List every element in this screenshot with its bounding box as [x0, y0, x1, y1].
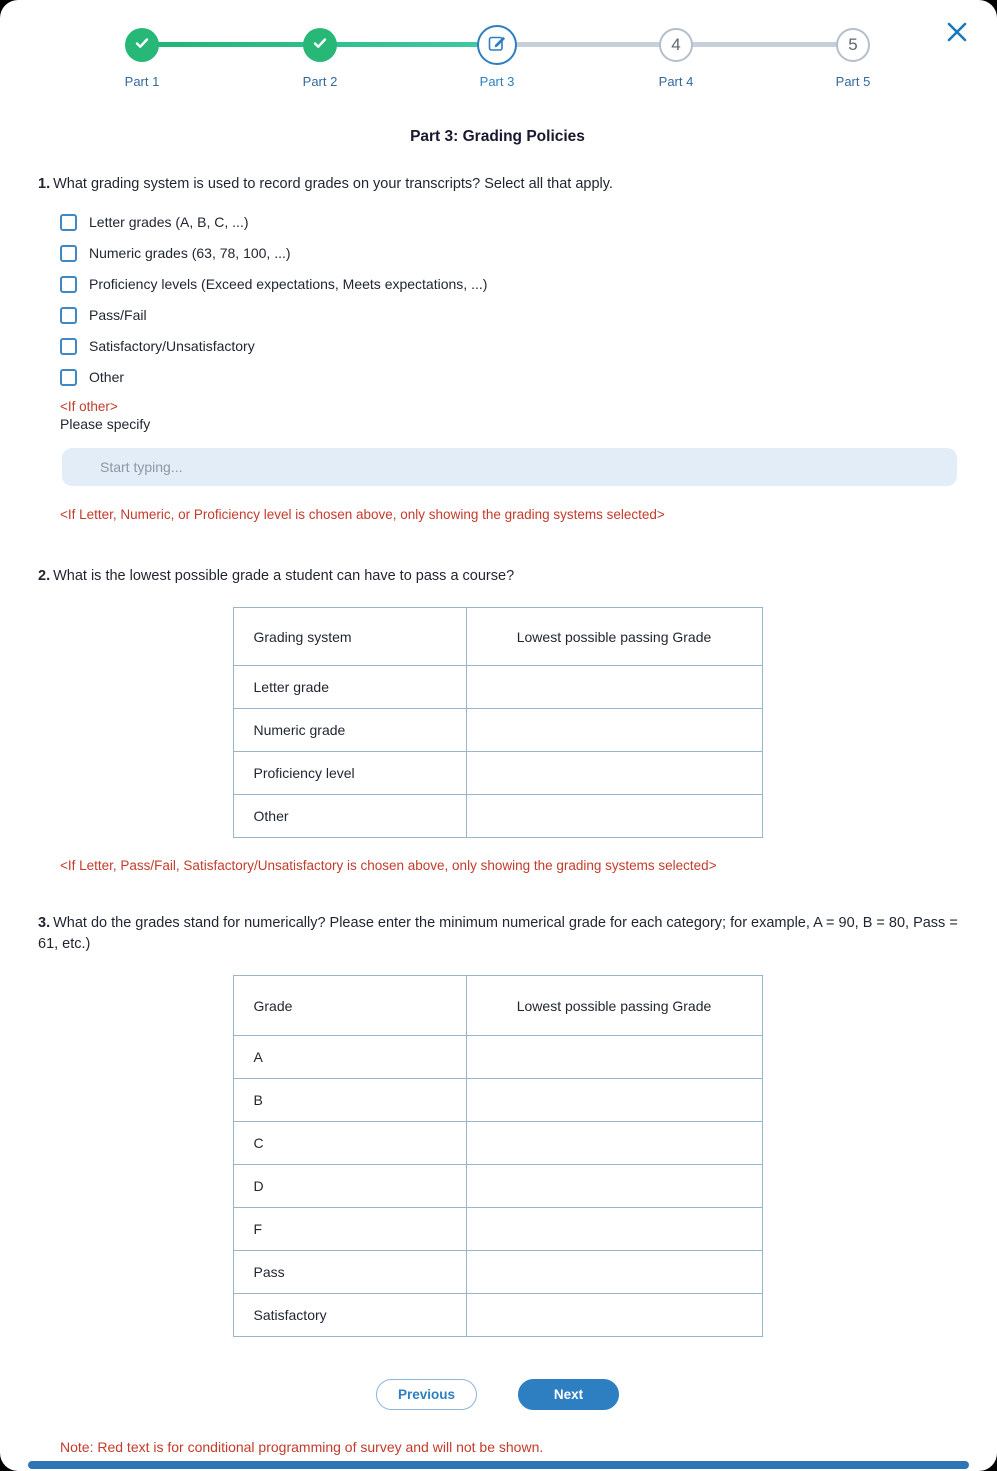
q2-input-proficiency-level[interactable]: [467, 753, 762, 794]
stepper-label-part5: Part 5: [835, 74, 871, 89]
navigation-buttons: [38, 1379, 957, 1410]
q3-row-label-d: D: [233, 1165, 466, 1208]
page-title: Part 3: Grading Policies: [410, 128, 585, 145]
next-button[interactable]: Next: [518, 1379, 619, 1410]
q3-row-label-f: F: [233, 1208, 466, 1251]
option-label: Pass/Fail: [89, 307, 147, 324]
previous-button[interactable]: Previous: [376, 1379, 477, 1410]
please-specify-label: Please specify: [60, 416, 151, 433]
stepper: [0, 10, 997, 96]
bottom-accent-bar: [28, 1461, 969, 1469]
option-row-numeric-grades: [60, 244, 957, 262]
option-label: Satisfactory/Unsatisfactory: [89, 338, 255, 355]
table-row: [233, 1165, 762, 1208]
other-specify-input[interactable]: [62, 448, 957, 486]
footer-note: Note: Red text is for conditional programming of survey and will not be shown.: [60, 1439, 544, 1456]
check-icon: [133, 34, 151, 57]
q2-row-label-numeric-grade: Numeric grade: [233, 709, 466, 752]
q2-table: [233, 607, 763, 838]
step-number: 5: [836, 28, 870, 62]
stepper-step-part5[interactable]: [783, 10, 923, 89]
q2-col-header-grading-system: Grading system: [233, 608, 466, 666]
checkbox-letter-grades[interactable]: [60, 214, 77, 231]
q3-row-label-satisfactory: Satisfactory: [233, 1294, 466, 1337]
question-3: [38, 913, 958, 955]
close-icon[interactable]: [943, 18, 971, 46]
checkbox-satisfactory[interactable]: [60, 338, 77, 355]
question-1: [38, 174, 957, 195]
q3-input-satisfactory[interactable]: [467, 1295, 762, 1336]
q2-input-letter-grade[interactable]: [467, 667, 762, 708]
table-row: [233, 1294, 762, 1337]
table-row: [233, 1036, 762, 1079]
q3-input-pass[interactable]: [467, 1252, 762, 1293]
edit-icon: [487, 33, 507, 58]
stepper-step-part1[interactable]: [72, 10, 212, 89]
stepper-label-part3: Part 3: [479, 74, 515, 89]
option-row-other: [60, 368, 957, 386]
q3-input-a[interactable]: [467, 1037, 762, 1078]
table-row: [233, 795, 762, 838]
table-row: [233, 1122, 762, 1165]
checkbox-numeric-grades[interactable]: [60, 245, 77, 262]
option-label: Letter grades (A, B, C, ...): [89, 214, 249, 231]
question-1-text: What grading system is used to record grades on your transcripts? Select all that apply.: [53, 176, 613, 192]
check-icon: [311, 34, 329, 57]
table-row: [233, 1251, 762, 1294]
option-row-proficiency-levels: [60, 275, 957, 293]
option-label: Proficiency levels (Exceed expectations, Meets expectations, ...): [89, 276, 488, 293]
question-3-number: 3.: [38, 915, 51, 932]
stepper-step-part4[interactable]: [606, 10, 746, 89]
question-2-number: 2.: [38, 568, 51, 585]
question-2: [38, 566, 957, 587]
option-row-letter-grades: [60, 213, 957, 231]
stepper-step-part2[interactable]: [250, 10, 390, 89]
q3-input-c[interactable]: [467, 1123, 762, 1164]
q3-row-label-pass: Pass: [233, 1251, 466, 1294]
question-2-text: What is the lowest possible grade a student can have to pass a course?: [53, 568, 515, 585]
q2-row-label-letter-grade: Letter grade: [233, 666, 466, 709]
stepper-label-part2: Part 2: [302, 74, 338, 89]
conditional-note-q2: <If Letter, Pass/Fail, Satisfactory/Unsatisfactory is chosen above, only showing the grading systems selected>: [60, 858, 717, 874]
q2-input-numeric-grade[interactable]: [467, 710, 762, 751]
table-row: [233, 1208, 762, 1251]
question-3-text: What do the grades stand for numerically? Please enter the minimum numerical grade for each category; for example, A = 90, B = 80, Pass = 61, etc.): [38, 915, 958, 953]
q2-row-label-proficiency-level: Proficiency level: [233, 752, 466, 795]
q2-row-label-other: Other: [233, 795, 466, 838]
option-label: Numeric grades (63, 78, 100, ...): [89, 245, 291, 262]
q3-input-b[interactable]: [467, 1080, 762, 1121]
stepper-label-part1: Part 1: [124, 74, 160, 89]
checkbox-pass-fail[interactable]: [60, 307, 77, 324]
q3-row-label-c: C: [233, 1122, 466, 1165]
q3-row-label-b: B: [233, 1079, 466, 1122]
q3-table: [233, 975, 763, 1337]
option-row-pass-fail: [60, 306, 957, 324]
stepper-step-part3[interactable]: [427, 10, 567, 89]
q3-input-d[interactable]: [467, 1166, 762, 1207]
option-row-satisfactory: [60, 337, 957, 355]
q3-row-label-a: A: [233, 1036, 466, 1079]
checkbox-proficiency-levels[interactable]: [60, 276, 77, 293]
q2-input-other[interactable]: [467, 796, 762, 837]
conditional-if-other: <If other>: [60, 399, 118, 415]
q3-input-f[interactable]: [467, 1209, 762, 1250]
q1-options: [60, 213, 957, 386]
stepper-label-part4: Part 4: [658, 74, 694, 89]
table-row: [233, 752, 762, 795]
q2-col-header-lowest-grade: Lowest possible passing Grade: [466, 608, 762, 666]
q3-col-header-lowest-grade: Lowest possible passing Grade: [466, 976, 762, 1036]
q3-col-header-grade: Grade: [233, 976, 466, 1036]
option-label: Other: [89, 369, 125, 386]
step-number: 4: [659, 28, 693, 62]
table-row: [233, 709, 762, 752]
conditional-note-q1: <If Letter, Numeric, or Proficiency level is chosen above, only showing the grading systems selected>: [60, 507, 665, 523]
checkbox-other[interactable]: [60, 369, 77, 386]
question-1-number: 1.: [38, 176, 51, 192]
table-row: [233, 1079, 762, 1122]
table-row: [233, 666, 762, 709]
